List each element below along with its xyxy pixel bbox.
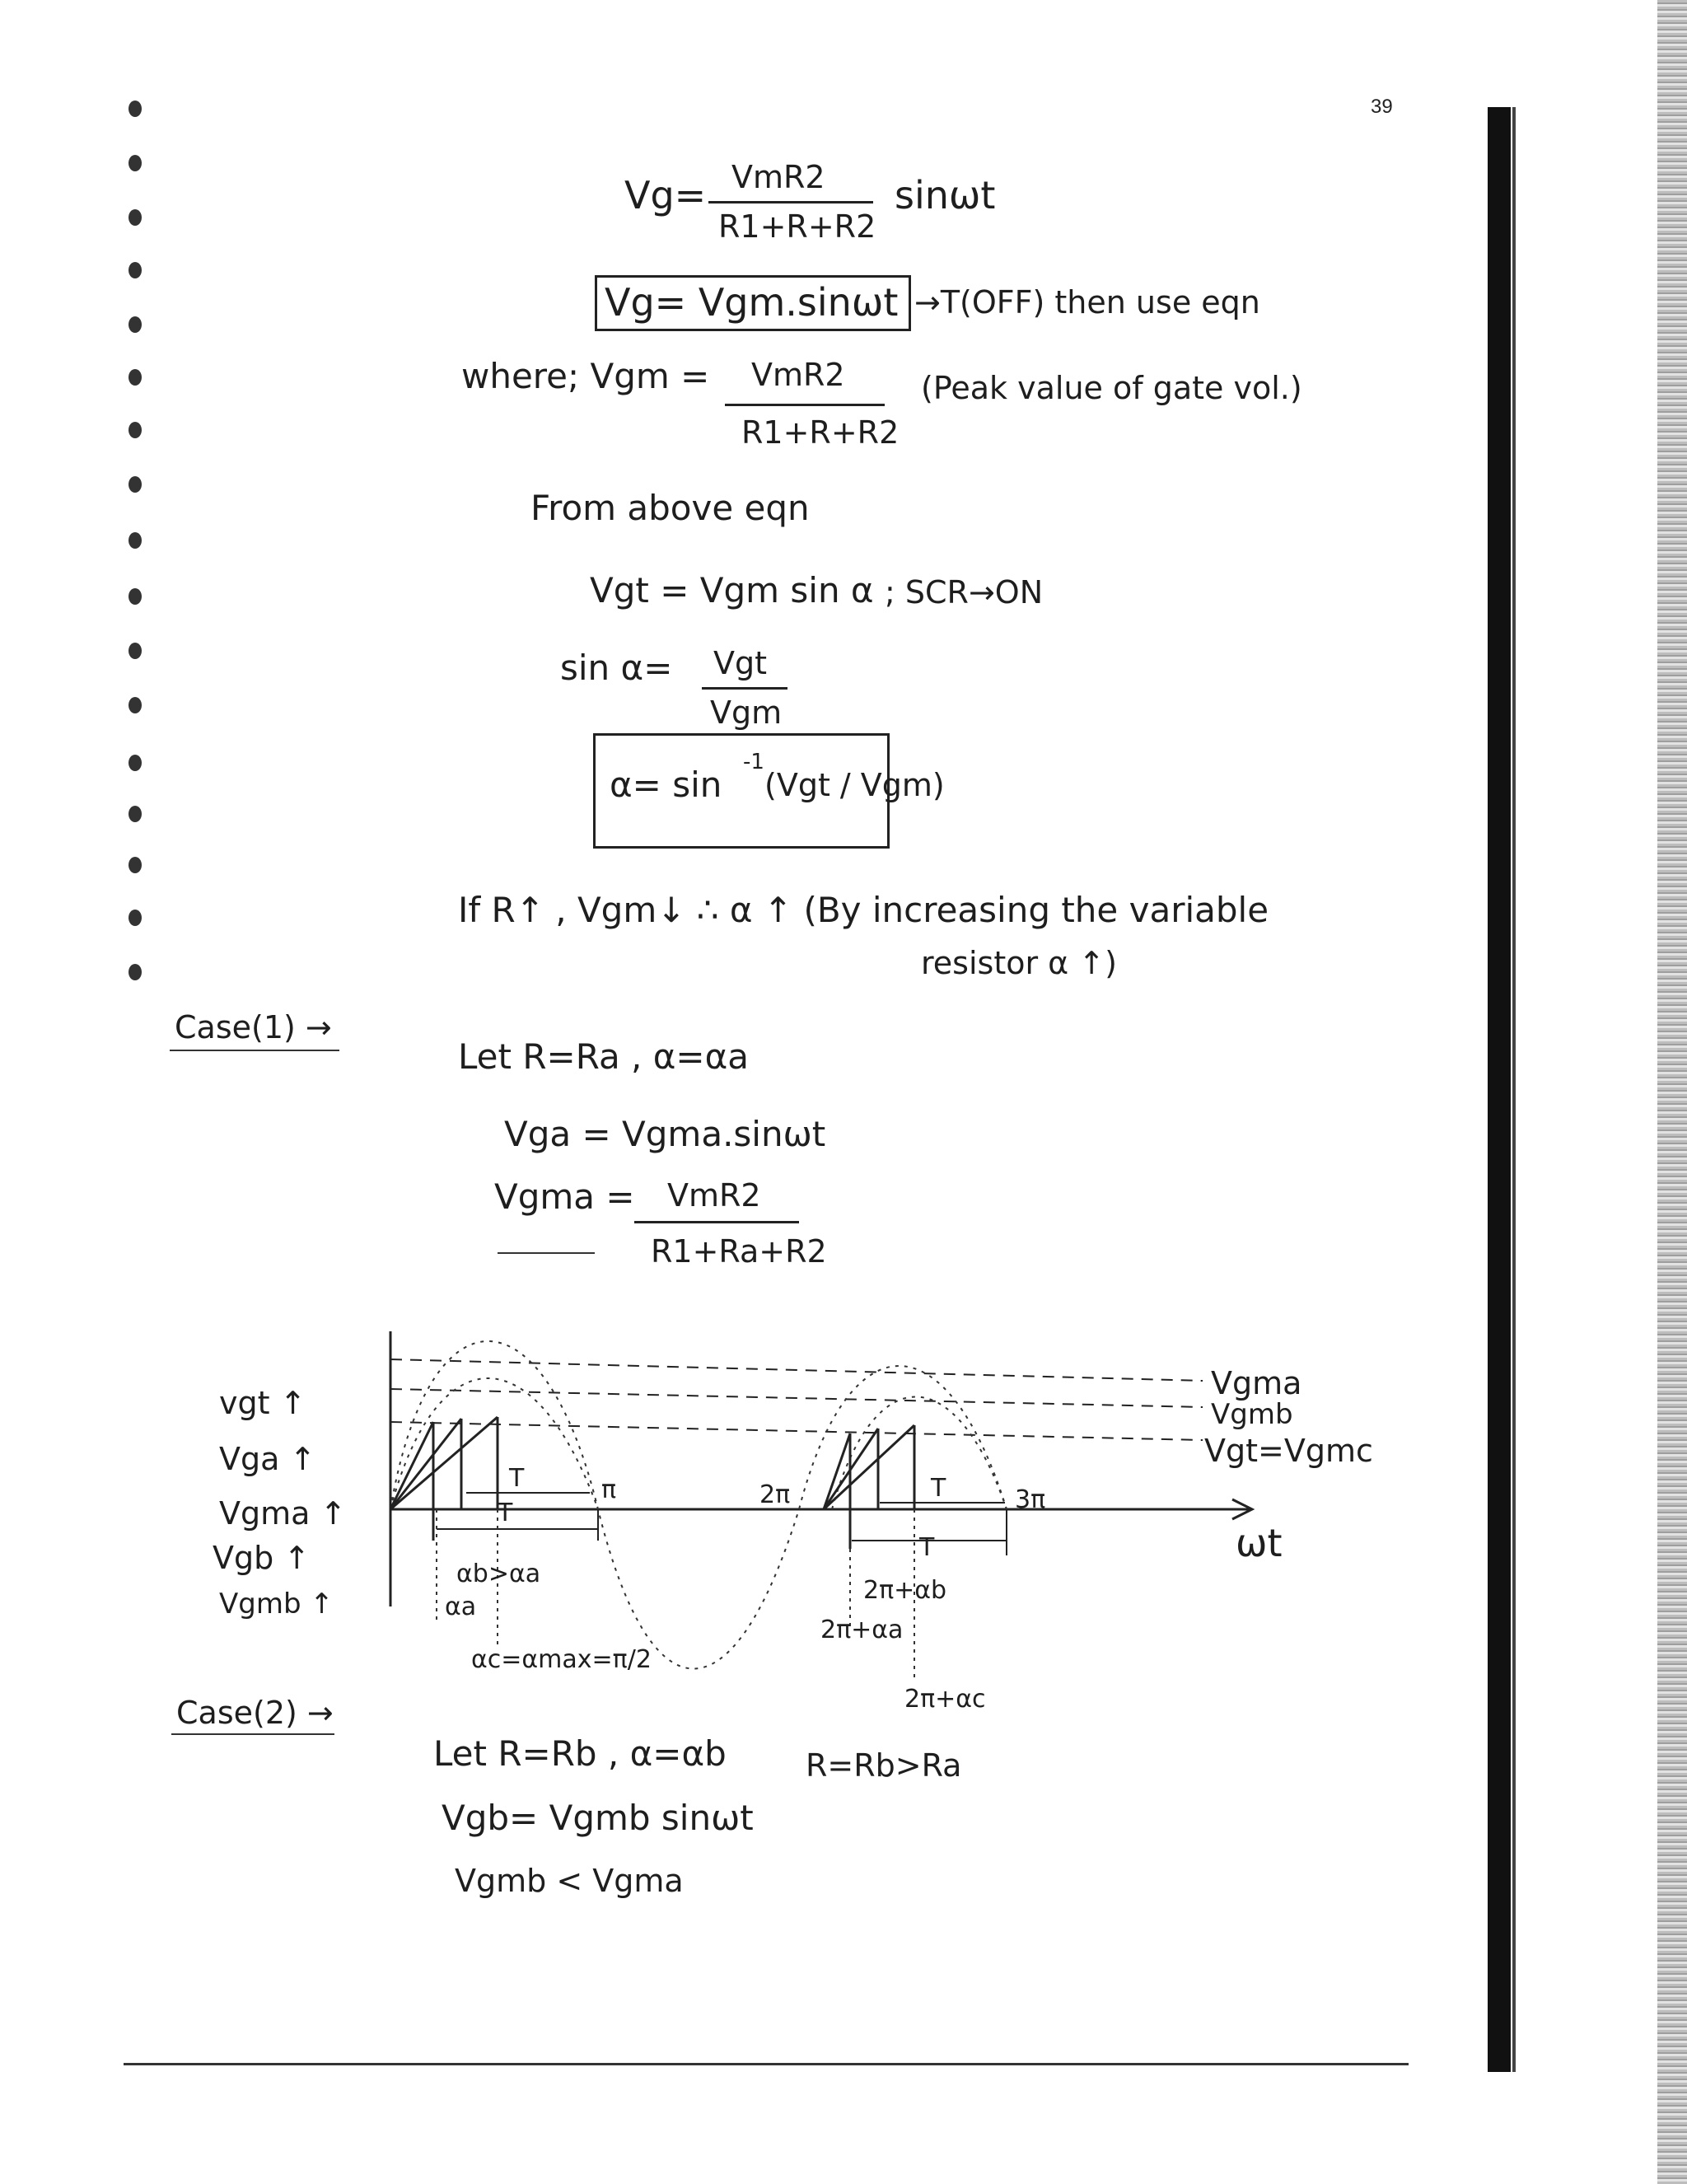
from-above-heading: From above eqn (530, 488, 810, 528)
firing-line (390, 1422, 433, 1509)
graph-left-label-vgmb: Vgmb ↑ (219, 1588, 334, 1620)
graph-left-label-vga: Vga ↑ (219, 1441, 316, 1477)
firing-line (390, 1419, 461, 1509)
eq6-arg: (Vgt / Vgm) (764, 767, 945, 803)
eq5-numerator: Vgt (713, 645, 768, 681)
eq3-denominator: R1+R+R2 (741, 414, 900, 451)
case1-line2: Vga = Vgma.sinωt (504, 1114, 826, 1154)
eq3-numerator: VmR2 (751, 357, 845, 393)
case2-line1-note: R=Rb>Ra (806, 1747, 962, 1784)
graph-T-label: T (919, 1533, 935, 1562)
conclusion-line2: resistor α ↑) (921, 945, 1117, 981)
eq6-sup: -1 (743, 750, 764, 774)
dashed-vgma (390, 1359, 1203, 1381)
graph-annotation-2pi-aa: 2π+αa (820, 1616, 904, 1644)
graph-right-label-vgmb: Vgmb (1211, 1398, 1293, 1431)
dashed-vgmb (390, 1389, 1203, 1407)
graph-T-label: T (931, 1474, 946, 1503)
conclusion-line1: If R↑ , Vgm↓ ∴ α ↑ (By increasing the variable (458, 890, 1269, 930)
eq4-text: Vgt = Vgm sin α (590, 570, 874, 610)
sine-wave-b2 (832, 1397, 1007, 1510)
graph-left-label-vgb: Vgb ↑ (213, 1540, 311, 1576)
graph-pi-label: π (601, 1475, 617, 1504)
graph-left-label-vgma: Vgma ↑ (219, 1495, 347, 1532)
eq5-lhs: sin α= (560, 648, 673, 688)
graph-left-label-vgt: vgt ↑ (219, 1385, 306, 1421)
graph-annotation-2pi-ab: 2π+αb (863, 1576, 947, 1605)
eq2-note: →T(OFF) then use eqn (914, 284, 1260, 320)
eq6-lhs: α= sin (610, 765, 722, 805)
graph-annotation-ac: αc=αmax=π/2 (471, 1645, 652, 1674)
eq1-rhs: sinωt (895, 173, 996, 217)
case1-line3-den: R1+Ra+R2 (651, 1233, 827, 1270)
graph-right-label-vgma: Vgma (1211, 1365, 1302, 1401)
page-number: 39 (1371, 96, 1393, 118)
eq3-note: (Peak value of gate vol.) (921, 370, 1302, 406)
case2-line1: Let R=Rb , α=αb (433, 1733, 727, 1774)
case1-line3-lhs: Vgma = (494, 1176, 635, 1217)
case2-line2: Vgb= Vgmb sinωt (442, 1798, 754, 1838)
dashed-vgt (390, 1422, 1203, 1440)
graph-annotation-aa: αa (445, 1592, 477, 1621)
graph-axis-label-wt: ωt (1236, 1521, 1283, 1565)
case2-line3: Vgmb < Vgma (455, 1863, 684, 1899)
graph-2pi-label: 2π (759, 1480, 791, 1509)
graph-3pi-label: 3π (1015, 1485, 1046, 1514)
graph-T-label: T (498, 1499, 513, 1527)
case1-line3-num: VmR2 (667, 1177, 761, 1214)
graph-T-label: T (509, 1464, 525, 1493)
graph-right-label-vgt: Vgt=Vgmc (1204, 1433, 1373, 1469)
eq1-denominator: R1+R+R2 (718, 208, 876, 245)
eq1-lhs: Vg= (624, 173, 707, 217)
graph-annotation-ab-gt-aa: αb>αa (456, 1560, 541, 1588)
case2-underline (171, 1733, 334, 1735)
firing-line (390, 1417, 498, 1509)
eq5-denominator: Vgm (710, 694, 783, 731)
case2-label: Case(2) → (176, 1695, 334, 1731)
eq1-numerator: VmR2 (731, 159, 825, 195)
graph-annotation-2pi-ac: 2π+αc (904, 1685, 986, 1714)
eq2-boxed-text: Vg= Vgm.sinωt (605, 280, 899, 325)
case1-label: Case(1) → (175, 1009, 332, 1045)
eq4-note: ; SCR→ON (885, 574, 1044, 610)
case1-line1: Let R=Ra , α=αa (458, 1036, 750, 1077)
eq3-lhs: where; Vgm = (461, 356, 710, 396)
